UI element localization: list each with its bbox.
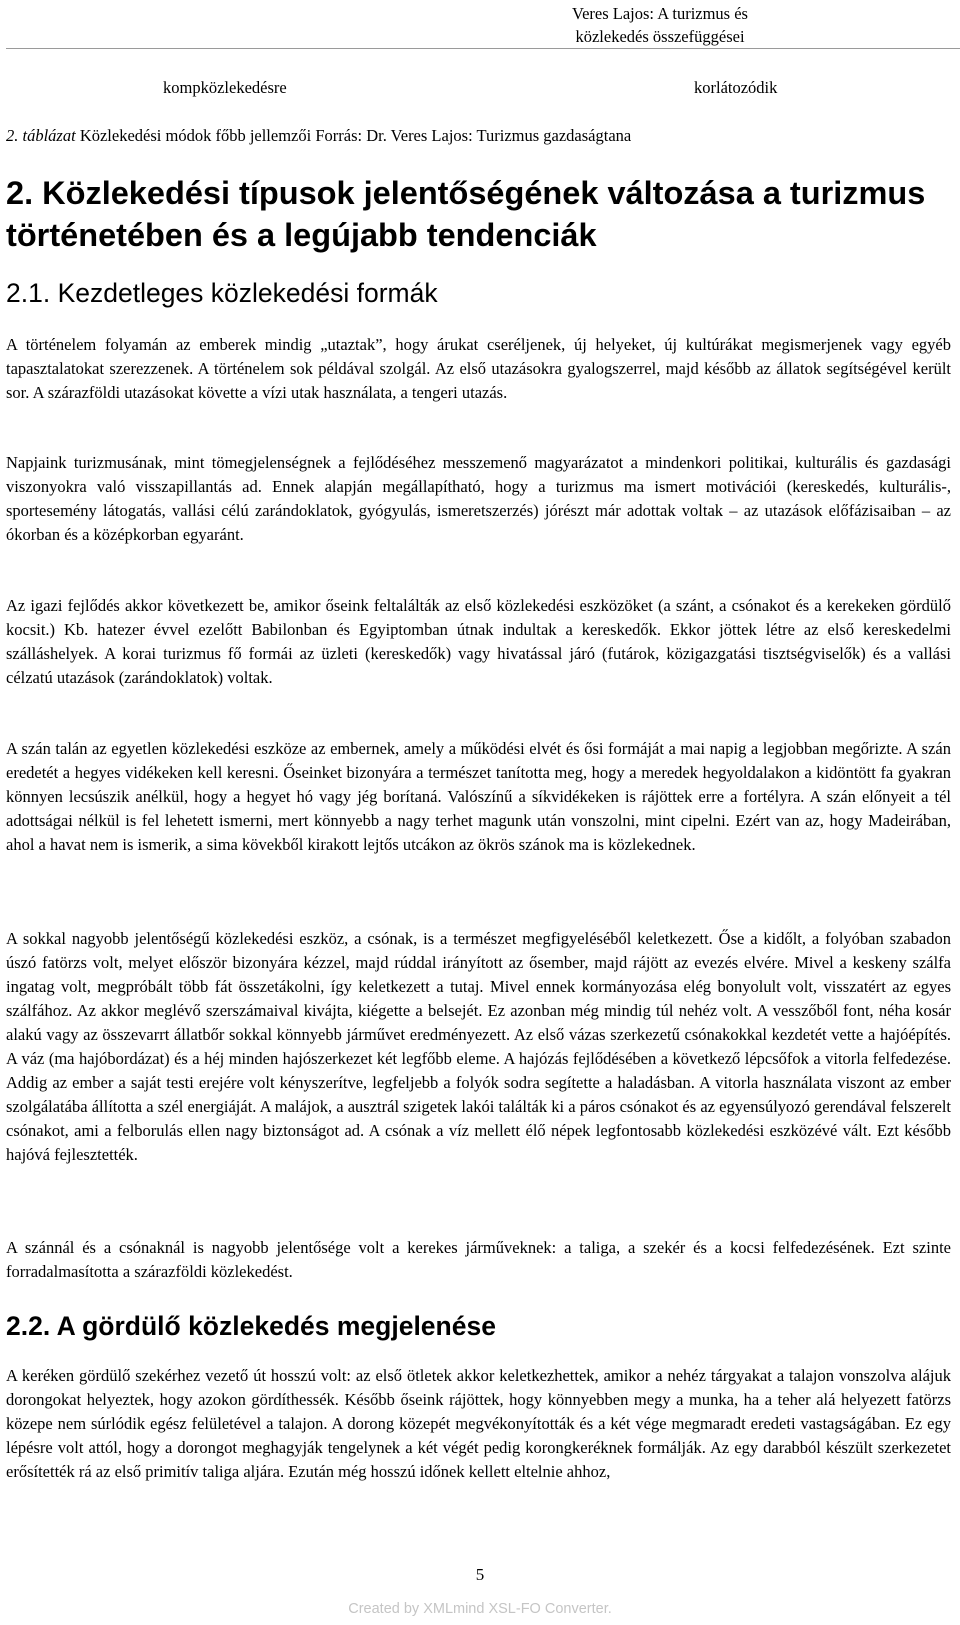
section-title: 2. Közlekedési típusok jelentőségének változása a turizmus történetében és a legújabb tendenciák — [6, 175, 926, 253]
table-cell-left: kompközlekedésre — [163, 78, 287, 97]
table-caption — [6, 126, 960, 146]
table-cell-right: korlátozódik — [694, 78, 778, 97]
header-line-2: közlekedés összefüggései — [575, 27, 745, 46]
paragraph: Napjaink turizmusának, mint tömegjelenségnek a fejlődéséhez messzemenő magyarázatot a mindenkori politikai, kulturális és gazdasági viszonyokra való visszapillantás ad. Ennek alapján megállapítható, hogy a turizmus ma ismert motivációi (kereskedés, kulturális-, sportesemény látogatás, vallási célú zarándoklatok, gyógyulás, ismeretszerzés) jórészt már adottak voltak – az utazások előfázisaiban – az ókorban és a középkorban egyaránt. — [6, 453, 951, 544]
running-header — [360, 0, 960, 48]
subsection-title-2-2: 2.2. A gördülő közlekedés megjelenése — [6, 1311, 496, 1341]
paragraph: A szán talán az egyetlen közlekedési eszköze az embernek, amely a működési elvét és ősi formáját a mai napig a legjobban megőrizte. A szán eredetét a hegyes vidékeken kell keresni. Őseinket bizonyára a természet tanította meg, hogy a meredek hegyoldalakon a kidöntött fa gyakran könnyen lecsúszik anélkül, hogy a hegyet hó vagy jég borítaná. Valószínű a síkvidékeken is rájöttek erre a fortélyra. A szán előnyeit a tél adottságai nélkül is fel lehetett ismerni, mert könnyebb a nagy terhet magunk után vonszolni, mint cipelni. Ezért van az, hogy Madeirában, ahol a havat nem is ismerik, a sima kövekből kirakott lejtős utcákon az ökrös szánok ma is közlekednek. — [6, 739, 951, 854]
caption-label: 2. táblázat — [6, 126, 76, 145]
paragraph: A szánnál és a csónaknál is nagyobb jelentősége volt a kerekes járműveknek: a taliga, a szekér és a kocsi felfedezésének. Ezt szinte forradalmasította a szárazföldi közlekedést. — [6, 1238, 951, 1281]
converter-footer: Created by XMLmind XSL-FO Converter. — [348, 1601, 612, 1617]
subsection-title-2-1: 2.1. Kezdetleges közlekedési formák — [6, 278, 438, 308]
header-divider — [6, 48, 960, 49]
caption-text: Közlekedési módok főbb jellemzői Forrás: Dr. Veres Lajos: Turizmus gazdaságtana — [75, 126, 632, 145]
paragraph: Az igazi fejlődés akkor következett be, amikor őseink feltalálták az első közlekedési eszközöket (a szánt, a csónakot és a kerekeken gördülő kocsit.) Kb. hatezer évvel ezelőtt Babilonban és Egyiptomban útnak indultak a kereskedők. Ekkor jöttek létre az első kereskedelmi szálláshelyek. A korai turizmus fő formái az üzleti (kereskedők) vagy hivatással járó (futárok, közigazgatási tisztségviselők) és a vallási célzatú utazások (zarándoklatok) voltak. — [6, 596, 951, 687]
header-line-1: Veres Lajos: A turizmus és — [572, 4, 748, 23]
paragraph: A keréken gördülő szekérhez vezető út hosszú volt: az első ötletek akkor keletkezhettek, amikor a nehéz tárgyakat a talajon vonszolva alájuk dorongokat helyeztek, hogy azokon gördíthessék. Később őseink rájöttek, hogy könnyebben megy a munka, ha a teher alá helyezett fatörzs közepe nem súrlódik egész felületével a talajon. A dorong közepét megvékonyították és a két vége megmaradt eredeti vastagságában. Ez egy lépésre volt attól, hogy a dorongot meghagyják tengelynek a két végét pedig korongkeréknek formálják. Az egy darabból készült szerkezetet erősítették rá az első primitív taliga aljára. Ezután még hosszú időnek kellett eltelnie ahhoz, — [6, 1366, 951, 1481]
paragraph: A sokkal nagyobb jelentőségű közlekedési eszköz, a csónak, is a természet megfigyeléséből keletkezett. Őse a kidőlt, a folyóban szabadon úszó fatörzs volt, melyet először bizonyára kézzel, majd rúddal irányított az ősember, majd rájött az evezés elvére. Mivel a keskeny szálfa ingatag volt, megpróbált több fát összetákolni, így keletkezett a tutaj. Mivel ennek kormányozása elég bonyolult volt, visszatért az egyes szálfához. Az akkor meglévő szerszámaival kivájta, kiégette a belsejét. Ez azonban még mindig túl nehéz volt. A vesszőből font, néha kosár alakú vagy az összevarrt állatbőr sokkal könnyebb járművet eredményezett. Az első vázas szerkezetű csónakokkal kezdetét vette a hajóépítés. A váz (ma hajóbordázat) és a héj minden hajószerkezet két legfőbb eleme. A hajózás fejlődésében a következő lépcsőfok a vitorla felfedezése. Addig az ember a saját testi erejére volt kényszerítve, legfeljebb a folyók sodra segítette a haladásban. A vitorla használata viszont az ember szolgálatába állította a szél energiáját. A malájok, a ausztrál szigetek lakói találták ki a páros csónakot és az egyensúlyozó gerendával felszerelt csónakot, ami a felborulás ellen nagy biztonságot ad. A csónak a víz mellett élő népek legfontosabb közlekedési eszközévé vált. Ezt később hajóvá fejlesztették. — [6, 929, 951, 1164]
page-number: 5 — [475, 1565, 485, 1584]
paragraph: A történelem folyamán az emberek mindig „utaztak”, hogy árukat cseréljenek, új helyeket, új kultúrákat megismerjenek vagy egyéb tapasztalatokat szerezzenek. A történelem sok példával szolgál. Az első utazásokra gyalogszerrel, majd később az állatok segítségével került sor. A szárazföldi utazásokat követte a vízi utak használata, a tengeri utazás. — [6, 335, 951, 402]
